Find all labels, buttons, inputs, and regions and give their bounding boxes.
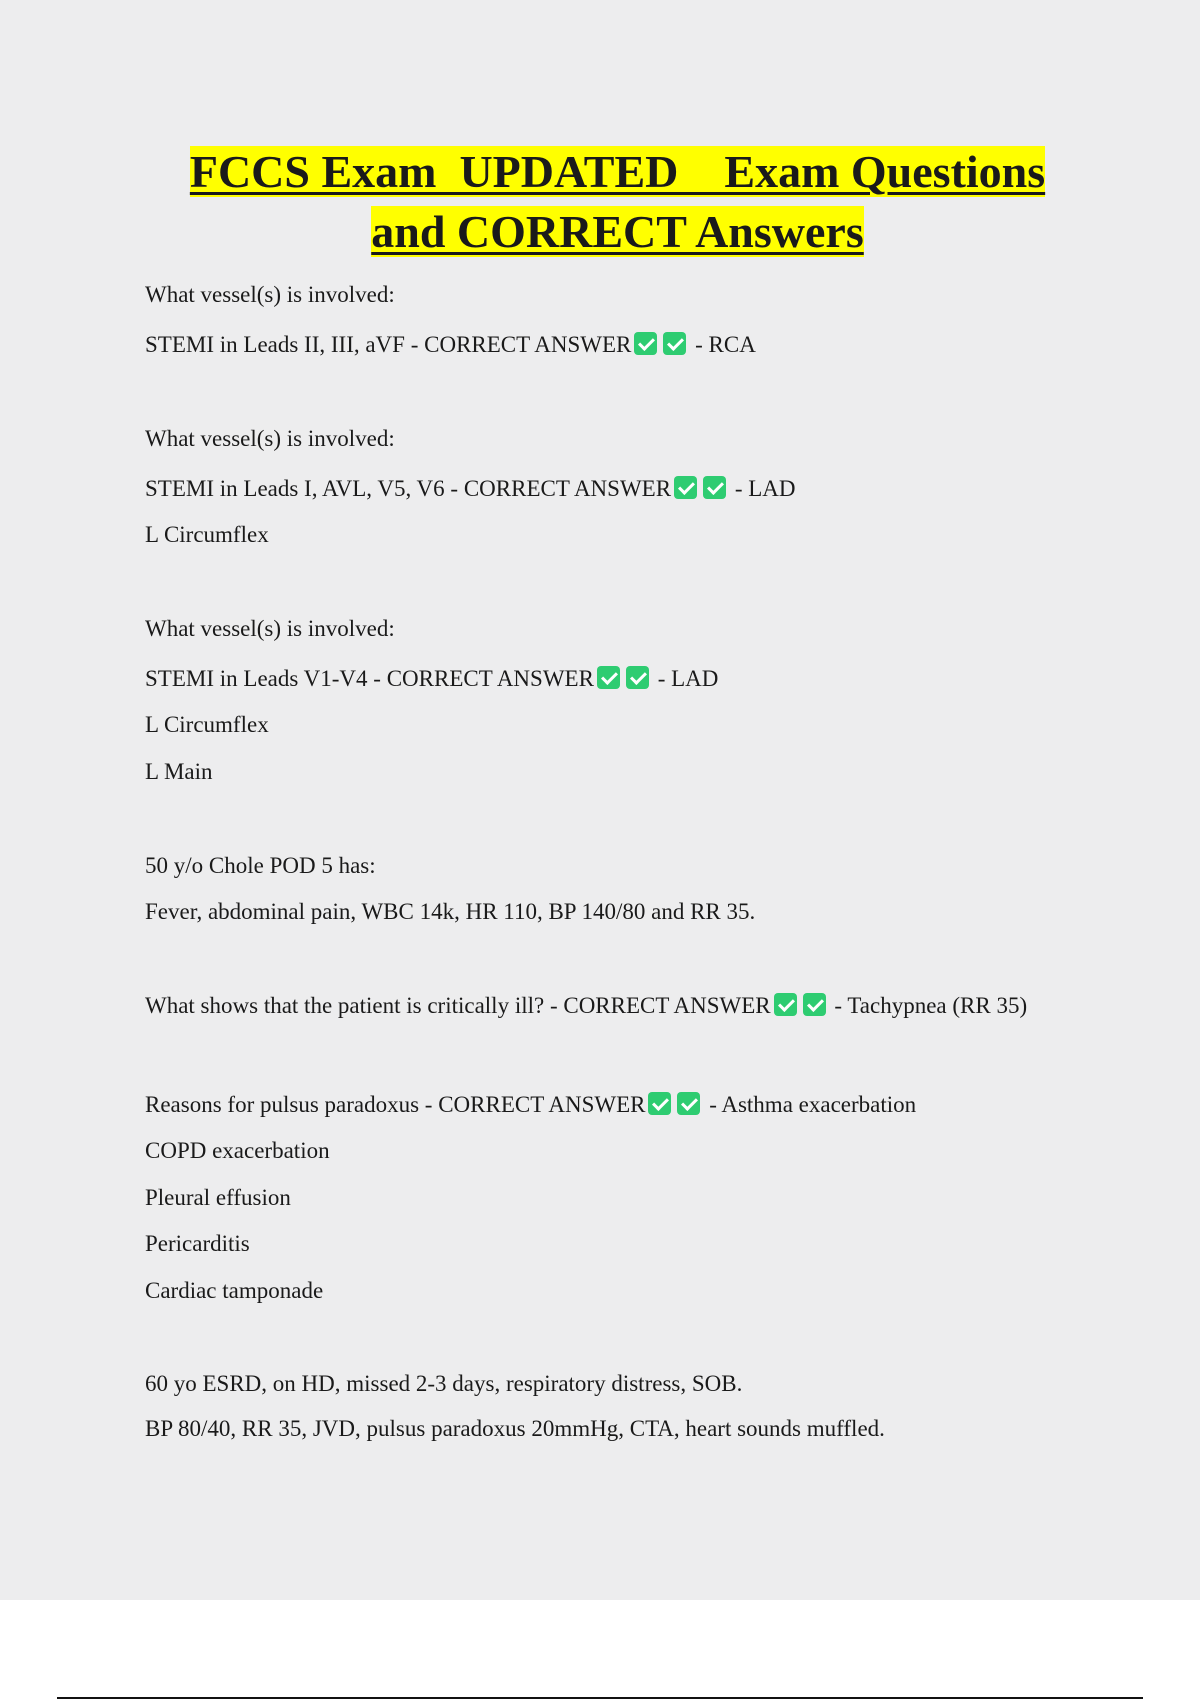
check-mark-icon [703, 476, 726, 499]
answer-marker: CORRECT ANSWER [386, 666, 594, 691]
question-4-prompt: What shows that the patient is critically ill? - [145, 993, 564, 1018]
check-mark-icon [648, 1092, 671, 1115]
question-3-answer-extra: L Circumflex [145, 712, 269, 737]
check-mark-icon [663, 332, 686, 355]
question-1-prompt: STEMI in Leads II, III, aVF - [145, 332, 425, 357]
question-5-prompt: Reasons for pulsus paradoxus - [145, 1092, 439, 1117]
answer-marker: CORRECT ANSWER [563, 993, 771, 1018]
question-5-answer-extra: COPD exacerbation [145, 1138, 330, 1163]
question-2-answer: - LAD [729, 476, 796, 501]
question-4-answer: - Tachypnea (RR 35) [828, 993, 1028, 1018]
question-3-answer-line [145, 664, 718, 694]
question-5-answer-extra: Pericarditis [145, 1231, 250, 1256]
title-line-2: and CORRECT Answers [371, 206, 864, 257]
answer-marker: CORRECT ANSWER [438, 1092, 646, 1117]
question-1-answer: - RCA [689, 332, 756, 357]
question-5-answer-extra: Cardiac tamponade [145, 1278, 324, 1303]
answer-marker: CORRECT ANSWER [463, 476, 672, 501]
answer-marker: CORRECT ANSWER [424, 332, 632, 357]
case-1-line: 50 y/o Chole POD 5 has: [145, 853, 376, 878]
check-mark-icon [634, 332, 657, 355]
question-2-answer-line [145, 474, 796, 504]
question-5-answer-extra: Pleural effusion [145, 1185, 291, 1210]
question-1-text: What vessel(s) is involved: [145, 282, 395, 307]
question-5-answer-line [145, 1090, 916, 1120]
question-3-prompt: STEMI in Leads V1-V4 - [145, 666, 387, 691]
footer-divider [57, 1697, 1143, 1699]
question-3-answer-extra: L Main [145, 759, 213, 784]
question-3-text: What vessel(s) is involved: [145, 616, 395, 641]
question-2-prompt: STEMI in Leads I, AVL, V5, V6 - [145, 476, 464, 501]
check-mark-icon [597, 666, 620, 689]
case-2-line: BP 80/40, RR 35, JVD, pulsus paradoxus 20mmHg, CTA, heart sounds muffled. [145, 1416, 885, 1441]
question-1-answer-line [145, 330, 756, 360]
question-4-answer-line [145, 991, 1027, 1021]
question-2-text: What vessel(s) is involved: [145, 426, 395, 451]
question-3-answer: - LAD [651, 666, 719, 691]
check-mark-icon [774, 993, 797, 1016]
case-1-line: Fever, abdominal pain, WBC 14k, HR 110, BP 140/80 and RR 35. [145, 899, 756, 924]
check-mark-icon [626, 666, 649, 689]
title-line-1: FCCS Exam UPDATED Exam Questions [189, 146, 1046, 197]
check-mark-icon [803, 993, 826, 1016]
question-5-answer: - Asthma exacerbation [703, 1092, 917, 1117]
check-mark-icon [674, 476, 697, 499]
check-mark-icon [677, 1092, 700, 1115]
question-2-answer-extra: L Circumflex [145, 522, 269, 547]
document-title [90, 142, 1145, 262]
case-2-line: 60 yo ESRD, on HD, missed 2-3 days, respiratory distress, SOB. [145, 1371, 743, 1396]
